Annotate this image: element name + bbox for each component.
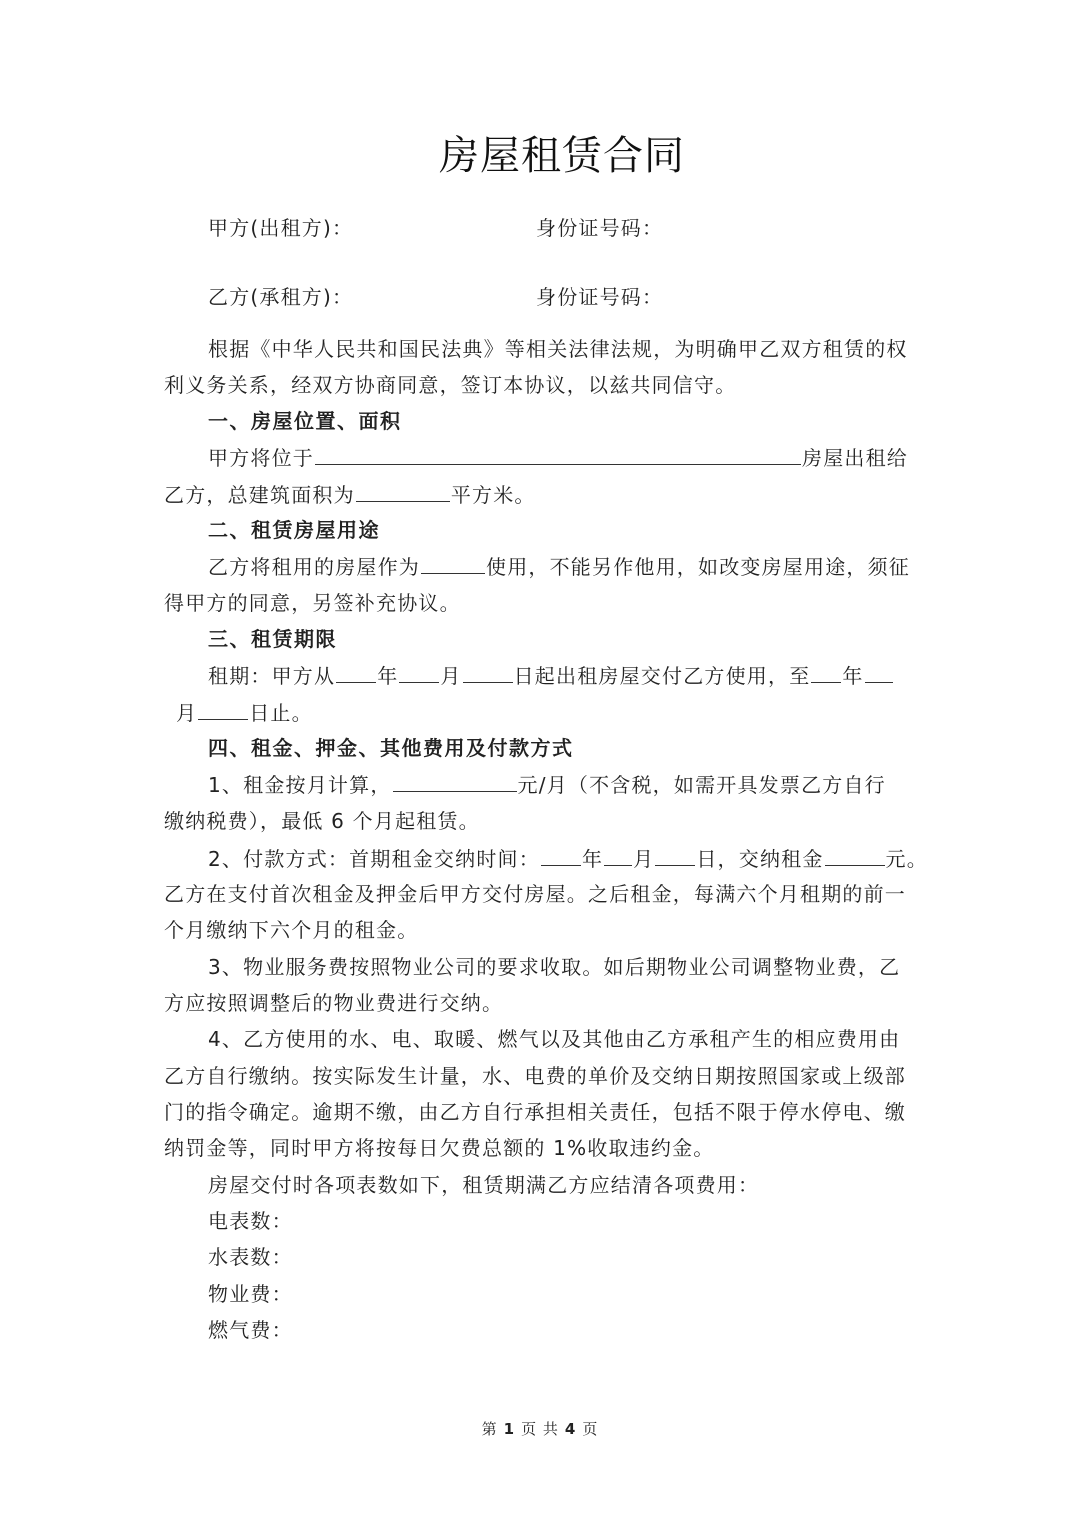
text-fragment: 乙方，总建筑面积为 <box>164 483 355 507</box>
section-text <box>208 845 928 872</box>
text-fragment: 日，交纳租金 <box>696 847 824 871</box>
section-text <box>176 699 313 726</box>
text-fragment: 房屋出租给 <box>802 446 908 470</box>
footer-prefix: 第 <box>481 1420 498 1438</box>
preamble-line: 利义务关系，经双方协商同意，签订本协议，以兹共同信守。 <box>164 373 737 397</box>
text-fragment: 元/月（不含税，如需开具发票乙方自行 <box>517 773 886 797</box>
text-fragment: 元。 <box>885 847 928 871</box>
party-a-label: 甲方(出租方)： <box>208 216 354 240</box>
address-blank[interactable] <box>315 444 801 465</box>
text-fragment: 月 <box>440 664 462 688</box>
text-fragment: 日止。 <box>249 701 313 725</box>
pay-year-blank[interactable] <box>541 845 581 866</box>
usage-blank[interactable] <box>421 553 485 574</box>
section-text: 纳罚金等，同时甲方将按每日欠费总额的 1%收取违约金。 <box>164 1136 715 1160</box>
total-page-number: 4 <box>564 1420 577 1438</box>
party-a-id-label: 身份证号码： <box>536 216 664 240</box>
footer-suffix: 页 <box>582 1420 599 1438</box>
text-fragment: 租期：甲方从 <box>208 664 336 688</box>
gas-fee-label: 燃气费： <box>208 1318 293 1342</box>
end-day-blank[interactable] <box>198 699 248 720</box>
text-fragment: 月 <box>176 701 198 725</box>
meter-intro: 房屋交付时各项表数如下，租赁期满乙方应结清各项费用： <box>208 1173 760 1197</box>
text-fragment: 1、租金按月计算， <box>208 773 392 797</box>
section-heading-payment: 四、租金、押金、其他费用及付款方式 <box>208 736 574 760</box>
rent-amount-blank[interactable] <box>825 845 885 866</box>
text-fragment: 2、付款方式：首期租金交纳时间： <box>208 847 540 871</box>
text-fragment: 甲方将位于 <box>208 446 314 470</box>
section-text <box>164 481 536 508</box>
text-fragment: 平方米。 <box>450 483 536 507</box>
monthly-rent-blank[interactable] <box>393 771 517 792</box>
footer-middle: 页 共 <box>521 1420 559 1438</box>
text-fragment: 使用，不能另作他用，如改变房屋用途，须征 <box>486 555 910 579</box>
text-fragment: 日起出租房屋交付乙方使用，至 <box>513 664 811 688</box>
electric-meter-label: 电表数： <box>208 1209 293 1233</box>
section-text: 乙方在支付首次租金及押金后甲方交付房屋。之后租金，每满六个月租期的前一 <box>164 882 906 906</box>
section-heading-usage: 二、租赁房屋用途 <box>208 518 380 542</box>
text-fragment: 乙方将租用的房屋作为 <box>208 555 420 579</box>
section-text: 门的指令确定。逾期不缴，由乙方自行承担相关责任，包括不限于停水停电、缴 <box>164 1100 906 1124</box>
start-year-blank[interactable] <box>336 662 376 683</box>
section-text: 方应按照调整后的物业费进行交纳。 <box>164 991 504 1015</box>
pay-day-blank[interactable] <box>655 845 695 866</box>
section-text <box>208 771 886 798</box>
pay-month-blank[interactable] <box>604 845 632 866</box>
section-text <box>208 662 894 689</box>
section-text <box>208 553 910 580</box>
party-b-label: 乙方(承租方)： <box>208 285 354 309</box>
preamble-line: 根据《中华人民共和国民法典》等相关法律法规，为明确甲乙双方租赁的权 <box>208 337 908 361</box>
start-day-blank[interactable] <box>463 662 513 683</box>
end-year-blank[interactable] <box>811 662 841 683</box>
section-heading-location: 一、房屋位置、面积 <box>208 409 402 433</box>
text-fragment: 年 <box>842 664 864 688</box>
text-fragment: 年 <box>581 847 604 871</box>
current-page-number: 1 <box>503 1420 516 1438</box>
section-text: 4、乙方使用的水、电、取暖、燃气以及其他由乙方承租产生的相应费用由 <box>208 1027 901 1051</box>
document-title: 房屋租赁合同 <box>439 133 685 179</box>
party-b-id-label: 身份证号码： <box>536 285 664 309</box>
section-text <box>208 444 908 471</box>
start-month-blank[interactable] <box>399 662 439 683</box>
text-fragment: 月 <box>633 847 655 871</box>
section-text: 乙方自行缴纳。按实际发生计量，水、电费的单价及交纳日期按照国家或上级部 <box>164 1064 906 1088</box>
section-heading-term: 三、租赁期限 <box>208 627 337 651</box>
area-blank[interactable] <box>356 481 450 502</box>
property-fee-label: 物业费： <box>208 1282 293 1306</box>
text-fragment: 年 <box>377 664 399 688</box>
section-text: 缴纳税费），最低 6 个月起租赁。 <box>164 809 480 833</box>
end-month-blank-start[interactable] <box>865 662 893 683</box>
section-text: 个月缴纳下六个月的租金。 <box>164 918 419 942</box>
water-meter-label: 水表数： <box>208 1245 293 1269</box>
page-number-footer <box>0 1418 1080 1439</box>
section-text: 3、物业服务费按照物业公司的要求收取。如后期物业公司调整物业费，乙 <box>208 955 901 979</box>
section-text: 得甲方的同意，另签补充协议。 <box>164 591 461 615</box>
